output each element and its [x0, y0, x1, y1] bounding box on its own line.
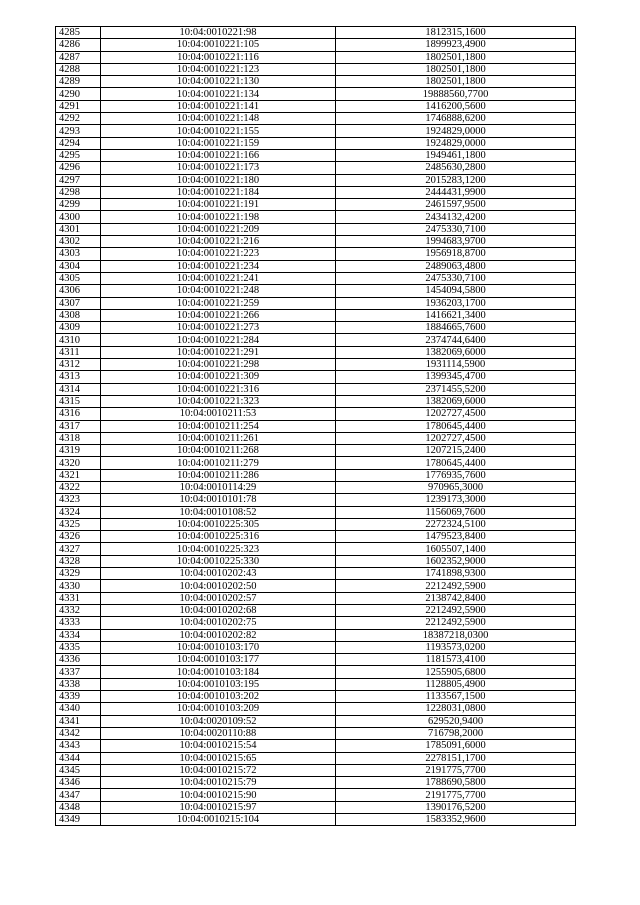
- cadastral-value-cell: 2212492,5900: [336, 617, 576, 629]
- row-number-cell: 4340: [56, 703, 101, 715]
- cadastral-value-cell: 1416200,5600: [336, 100, 576, 112]
- cadastral-value-cell: 18387218,0300: [336, 629, 576, 641]
- cadastral-value-cell: 2374744,6400: [336, 334, 576, 346]
- cadastral-value-cell: 1255905,6800: [336, 666, 576, 678]
- cadastral-value-cell: 2434132,4200: [336, 211, 576, 223]
- cadastral-number-cell: 10:04:0010202:57: [101, 592, 336, 604]
- row-number-cell: 4317: [56, 420, 101, 432]
- table-row: [56, 211, 576, 223]
- table-row: [56, 334, 576, 346]
- cadastral-value-cell: 1207215,2400: [336, 445, 576, 457]
- cadastral-value-cell: 2485630,2800: [336, 162, 576, 174]
- cadastral-number-cell: 10:04:0010221:105: [101, 39, 336, 51]
- table-row: [56, 617, 576, 629]
- cadastral-number-cell: 10:04:0010103:170: [101, 641, 336, 653]
- cadastral-number-cell: 10:04:0010221:166: [101, 149, 336, 161]
- row-number-cell: 4329: [56, 568, 101, 580]
- table-row: [56, 678, 576, 690]
- cadastral-number-cell: 10:04:0020110:88: [101, 727, 336, 739]
- table-row: [56, 727, 576, 739]
- cadastral-value-cell: 2015283,1200: [336, 174, 576, 186]
- cadastral-value-cell: 629520,9400: [336, 715, 576, 727]
- table-row: [56, 703, 576, 715]
- row-number-cell: 4289: [56, 76, 101, 88]
- cadastral-number-cell: 10:04:0010215:72: [101, 764, 336, 776]
- cadastral-value-cell: 1193573,0200: [336, 641, 576, 653]
- row-number-cell: 4347: [56, 789, 101, 801]
- row-number-cell: 4344: [56, 752, 101, 764]
- table-row: [56, 39, 576, 51]
- row-number-cell: 4318: [56, 432, 101, 444]
- cadastral-value-cell: 1382069,6000: [336, 346, 576, 358]
- cadastral-value-cell: 1931114,5900: [336, 359, 576, 371]
- cadastral-value-cell: 2475330,7100: [336, 223, 576, 235]
- row-number-cell: 4296: [56, 162, 101, 174]
- cadastral-number-cell: 10:04:0010215:97: [101, 801, 336, 813]
- table-row: [56, 359, 576, 371]
- row-number-cell: 4321: [56, 469, 101, 481]
- table-row: [56, 420, 576, 432]
- table-row: [56, 272, 576, 284]
- cadastral-value-cell: 1181573,4100: [336, 654, 576, 666]
- row-number-cell: 4314: [56, 383, 101, 395]
- cadastral-number-cell: 10:04:0010202:75: [101, 617, 336, 629]
- cadastral-number-cell: 10:04:0010221:130: [101, 76, 336, 88]
- cadastral-number-cell: 10:04:0010221:123: [101, 63, 336, 75]
- cadastral-value-cell: 1602352,9000: [336, 555, 576, 567]
- row-number-cell: 4304: [56, 260, 101, 272]
- table-row: [56, 162, 576, 174]
- cadastral-value-cell: 1994683,9700: [336, 236, 576, 248]
- cadastral-value-cell: 1802501,1800: [336, 63, 576, 75]
- row-number-cell: 4328: [56, 555, 101, 567]
- cadastral-number-cell: 10:04:0010211:53: [101, 408, 336, 420]
- cadastral-number-cell: 10:04:0010215:65: [101, 752, 336, 764]
- row-number-cell: 4308: [56, 309, 101, 321]
- row-number-cell: 4345: [56, 764, 101, 776]
- cadastral-number-cell: 10:04:0010221:234: [101, 260, 336, 272]
- table-row: [56, 457, 576, 469]
- table-row: [56, 789, 576, 801]
- table-row: [56, 395, 576, 407]
- cadastral-value-cell: 1899923,4900: [336, 39, 576, 51]
- cadastral-value-cell: 1479523,8400: [336, 531, 576, 543]
- cadastral-number-cell: 10:04:0010221:134: [101, 88, 336, 100]
- row-number-cell: 4319: [56, 445, 101, 457]
- row-number-cell: 4325: [56, 518, 101, 530]
- table-row: [56, 666, 576, 678]
- row-number-cell: 4338: [56, 678, 101, 690]
- table-row: [56, 137, 576, 149]
- row-number-cell: 4292: [56, 113, 101, 125]
- cadastral-value-cell: 2461597,9500: [336, 199, 576, 211]
- table-row: [56, 199, 576, 211]
- cadastral-value-cell: 2138742,8400: [336, 592, 576, 604]
- row-number-cell: 4290: [56, 88, 101, 100]
- table-row: [56, 752, 576, 764]
- cadastral-value-cell: 1956918,8700: [336, 248, 576, 260]
- cadastral-number-cell: 10:04:0010221:141: [101, 100, 336, 112]
- row-number-cell: 4295: [56, 149, 101, 161]
- table-row: [56, 309, 576, 321]
- row-number-cell: 4337: [56, 666, 101, 678]
- cadastral-value-cell: 1390176,5200: [336, 801, 576, 813]
- row-number-cell: 4335: [56, 641, 101, 653]
- table-body: [56, 27, 576, 826]
- cadastral-value-cell: 1776935,7600: [336, 469, 576, 481]
- table-row: [56, 691, 576, 703]
- table-row: [56, 518, 576, 530]
- cadastral-number-cell: 10:04:0010221:241: [101, 272, 336, 284]
- cadastral-number-cell: 10:04:0010225:323: [101, 543, 336, 555]
- table-row: [56, 641, 576, 653]
- table-row: [56, 629, 576, 641]
- table-row: [56, 297, 576, 309]
- cadastral-value-cell: 2191775,7700: [336, 764, 576, 776]
- cadastral-value-cell: 2212492,5900: [336, 604, 576, 616]
- table-row: [56, 113, 576, 125]
- table-row: [56, 506, 576, 518]
- row-number-cell: 4326: [56, 531, 101, 543]
- row-number-cell: 4332: [56, 604, 101, 616]
- row-number-cell: 4287: [56, 51, 101, 63]
- row-number-cell: 4346: [56, 777, 101, 789]
- table-row: [56, 445, 576, 457]
- cadastral-number-cell: 10:04:0010225:316: [101, 531, 336, 543]
- table-row: [56, 346, 576, 358]
- row-number-cell: 4313: [56, 371, 101, 383]
- cadastral-number-cell: 10:04:0010215:79: [101, 777, 336, 789]
- cadastral-value-table: [55, 26, 576, 826]
- cadastral-number-cell: 10:04:0010221:273: [101, 322, 336, 334]
- row-number-cell: 4323: [56, 494, 101, 506]
- table-row: [56, 814, 576, 826]
- row-number-cell: 4316: [56, 408, 101, 420]
- row-number-cell: 4285: [56, 27, 101, 39]
- row-number-cell: 4309: [56, 322, 101, 334]
- row-number-cell: 4343: [56, 740, 101, 752]
- table-row: [56, 543, 576, 555]
- cadastral-value-cell: 1239173,3000: [336, 494, 576, 506]
- table-row: [56, 494, 576, 506]
- row-number-cell: 4333: [56, 617, 101, 629]
- cadastral-value-cell: 1583352,9600: [336, 814, 576, 826]
- cadastral-value-cell: 2489063,4800: [336, 260, 576, 272]
- table-row: [56, 149, 576, 161]
- row-number-cell: 4320: [56, 457, 101, 469]
- cadastral-number-cell: 10:04:0010221:223: [101, 248, 336, 260]
- row-number-cell: 4288: [56, 63, 101, 75]
- cadastral-value-cell: 2272324,5100: [336, 518, 576, 530]
- cadastral-number-cell: 10:04:0010221:316: [101, 383, 336, 395]
- row-number-cell: 4311: [56, 346, 101, 358]
- row-number-cell: 4291: [56, 100, 101, 112]
- cadastral-number-cell: 10:04:0010221:291: [101, 346, 336, 358]
- table-row: [56, 125, 576, 137]
- cadastral-number-cell: 10:04:0010215:90: [101, 789, 336, 801]
- cadastral-value-cell: 1746888,6200: [336, 113, 576, 125]
- cadastral-value-cell: 19888560,7700: [336, 88, 576, 100]
- row-number-cell: 4300: [56, 211, 101, 223]
- cadastral-number-cell: 10:04:0010211:261: [101, 432, 336, 444]
- table-row: [56, 715, 576, 727]
- cadastral-value-cell: 2475330,7100: [336, 272, 576, 284]
- cadastral-value-cell: 1780645,4400: [336, 457, 576, 469]
- table-row: [56, 51, 576, 63]
- cadastral-value-cell: 1802501,1800: [336, 51, 576, 63]
- cadastral-number-cell: 10:04:0010211:254: [101, 420, 336, 432]
- table-row: [56, 248, 576, 260]
- cadastral-value-cell: 2191775,7700: [336, 789, 576, 801]
- cadastral-number-cell: 10:04:0010202:43: [101, 568, 336, 580]
- row-number-cell: 4349: [56, 814, 101, 826]
- cadastral-number-cell: 10:04:0010225:330: [101, 555, 336, 567]
- cadastral-value-cell: 1936203,1700: [336, 297, 576, 309]
- cadastral-number-cell: 10:04:0010101:78: [101, 494, 336, 506]
- table-row: [56, 580, 576, 592]
- cadastral-value-cell: 1128805,4900: [336, 678, 576, 690]
- row-number-cell: 4303: [56, 248, 101, 260]
- cadastral-number-cell: 10:04:0010211:286: [101, 469, 336, 481]
- cadastral-number-cell: 10:04:0010202:82: [101, 629, 336, 641]
- row-number-cell: 4298: [56, 186, 101, 198]
- cadastral-number-cell: 10:04:0010221:191: [101, 199, 336, 211]
- table-row: [56, 432, 576, 444]
- cadastral-value-cell: 1924829,0000: [336, 125, 576, 137]
- table-row: [56, 174, 576, 186]
- table-row: [56, 63, 576, 75]
- cadastral-number-cell: 10:04:0010103:202: [101, 691, 336, 703]
- table-row: [56, 408, 576, 420]
- cadastral-number-cell: 10:04:0010221:184: [101, 186, 336, 198]
- cadastral-value-cell: 1202727,4500: [336, 408, 576, 420]
- row-number-cell: 4302: [56, 236, 101, 248]
- cadastral-value-cell: 1156069,7600: [336, 506, 576, 518]
- table-row: [56, 260, 576, 272]
- cadastral-value-cell: 1228031,0800: [336, 703, 576, 715]
- cadastral-number-cell: 10:04:0010114:29: [101, 481, 336, 493]
- table-row: [56, 592, 576, 604]
- cadastral-number-cell: 10:04:0010221:180: [101, 174, 336, 186]
- cadastral-number-cell: 10:04:0010221:155: [101, 125, 336, 137]
- cadastral-value-cell: 1785091,6000: [336, 740, 576, 752]
- table-row: [56, 531, 576, 543]
- cadastral-value-cell: 970965,3000: [336, 481, 576, 493]
- table-row: [56, 88, 576, 100]
- cadastral-number-cell: 10:04:0010103:184: [101, 666, 336, 678]
- table-row: [56, 371, 576, 383]
- table-row: [56, 740, 576, 752]
- table-row: [56, 27, 576, 39]
- row-number-cell: 4336: [56, 654, 101, 666]
- cadastral-value-cell: 1416621,3400: [336, 309, 576, 321]
- cadastral-number-cell: 10:04:0010221:173: [101, 162, 336, 174]
- table-row: [56, 481, 576, 493]
- row-number-cell: 4299: [56, 199, 101, 211]
- cadastral-value-cell: 1949461,1800: [336, 149, 576, 161]
- table-row: [56, 469, 576, 481]
- row-number-cell: 4330: [56, 580, 101, 592]
- cadastral-value-cell: 1788690,5800: [336, 777, 576, 789]
- table-row: [56, 568, 576, 580]
- cadastral-number-cell: 10:04:0010211:279: [101, 457, 336, 469]
- row-number-cell: 4339: [56, 691, 101, 703]
- table-row: [56, 801, 576, 813]
- row-number-cell: 4327: [56, 543, 101, 555]
- table-row: [56, 322, 576, 334]
- row-number-cell: 4293: [56, 125, 101, 137]
- cadastral-number-cell: 10:04:0020109:52: [101, 715, 336, 727]
- row-number-cell: 4306: [56, 285, 101, 297]
- cadastral-value-cell: 2278151,1700: [336, 752, 576, 764]
- row-number-cell: 4342: [56, 727, 101, 739]
- table-row: [56, 223, 576, 235]
- cadastral-value-cell: 1454094,5800: [336, 285, 576, 297]
- cadastral-number-cell: 10:04:0010221:284: [101, 334, 336, 346]
- cadastral-number-cell: 10:04:0010221:298: [101, 359, 336, 371]
- cadastral-number-cell: 10:04:0010202:68: [101, 604, 336, 616]
- cadastral-value-cell: 2212492,5900: [336, 580, 576, 592]
- row-number-cell: 4331: [56, 592, 101, 604]
- cadastral-value-cell: 1605507,1400: [336, 543, 576, 555]
- cadastral-number-cell: 10:04:0010221:266: [101, 309, 336, 321]
- cadastral-value-cell: 1812315,1600: [336, 27, 576, 39]
- cadastral-number-cell: 10:04:0010221:98: [101, 27, 336, 39]
- table-row: [56, 76, 576, 88]
- row-number-cell: 4348: [56, 801, 101, 813]
- cadastral-number-cell: 10:04:0010103:209: [101, 703, 336, 715]
- cadastral-number-cell: 10:04:0010221:259: [101, 297, 336, 309]
- row-number-cell: 4341: [56, 715, 101, 727]
- cadastral-number-cell: 10:04:0010221:309: [101, 371, 336, 383]
- cadastral-value-cell: 1399345,4700: [336, 371, 576, 383]
- cadastral-number-cell: 10:04:0010211:268: [101, 445, 336, 457]
- cadastral-value-cell: 1202727,4500: [336, 432, 576, 444]
- cadastral-value-cell: 2444431,9900: [336, 186, 576, 198]
- table-row: [56, 186, 576, 198]
- cadastral-number-cell: 10:04:0010221:323: [101, 395, 336, 407]
- table-row: [56, 764, 576, 776]
- cadastral-value-cell: 1133567,1500: [336, 691, 576, 703]
- row-number-cell: 4334: [56, 629, 101, 641]
- cadastral-number-cell: 10:04:0010202:50: [101, 580, 336, 592]
- cadastral-number-cell: 10:04:0010225:305: [101, 518, 336, 530]
- table-row: [56, 654, 576, 666]
- cadastral-number-cell: 10:04:0010221:209: [101, 223, 336, 235]
- table-row: [56, 555, 576, 567]
- row-number-cell: 4307: [56, 297, 101, 309]
- row-number-cell: 4305: [56, 272, 101, 284]
- cadastral-number-cell: 10:04:0010215:54: [101, 740, 336, 752]
- cadastral-number-cell: 10:04:0010221:148: [101, 113, 336, 125]
- cadastral-number-cell: 10:04:0010221:198: [101, 211, 336, 223]
- row-number-cell: 4322: [56, 481, 101, 493]
- cadastral-number-cell: 10:04:0010108:52: [101, 506, 336, 518]
- cadastral-value-cell: 1382069,6000: [336, 395, 576, 407]
- row-number-cell: 4324: [56, 506, 101, 518]
- table-row: [56, 100, 576, 112]
- cadastral-value-cell: 716798,2000: [336, 727, 576, 739]
- row-number-cell: 4315: [56, 395, 101, 407]
- cadastral-value-cell: 1780645,4400: [336, 420, 576, 432]
- cadastral-value-cell: 1924829,0000: [336, 137, 576, 149]
- table-row: [56, 236, 576, 248]
- cadastral-value-cell: 1741898,9300: [336, 568, 576, 580]
- table-row: [56, 383, 576, 395]
- cadastral-number-cell: 10:04:0010215:104: [101, 814, 336, 826]
- table-row: [56, 285, 576, 297]
- cadastral-number-cell: 10:04:0010221:216: [101, 236, 336, 248]
- cadastral-value-cell: 2371455,5200: [336, 383, 576, 395]
- cadastral-number-cell: 10:04:0010221:248: [101, 285, 336, 297]
- cadastral-number-cell: 10:04:0010221:159: [101, 137, 336, 149]
- row-number-cell: 4312: [56, 359, 101, 371]
- cadastral-number-cell: 10:04:0010103:177: [101, 654, 336, 666]
- row-number-cell: 4301: [56, 223, 101, 235]
- row-number-cell: 4310: [56, 334, 101, 346]
- row-number-cell: 4294: [56, 137, 101, 149]
- cadastral-value-cell: 1884665,7600: [336, 322, 576, 334]
- row-number-cell: 4286: [56, 39, 101, 51]
- cadastral-value-cell: 1802501,1800: [336, 76, 576, 88]
- row-number-cell: 4297: [56, 174, 101, 186]
- cadastral-number-cell: 10:04:0010221:116: [101, 51, 336, 63]
- table-row: [56, 777, 576, 789]
- cadastral-number-cell: 10:04:0010103:195: [101, 678, 336, 690]
- table-row: [56, 604, 576, 616]
